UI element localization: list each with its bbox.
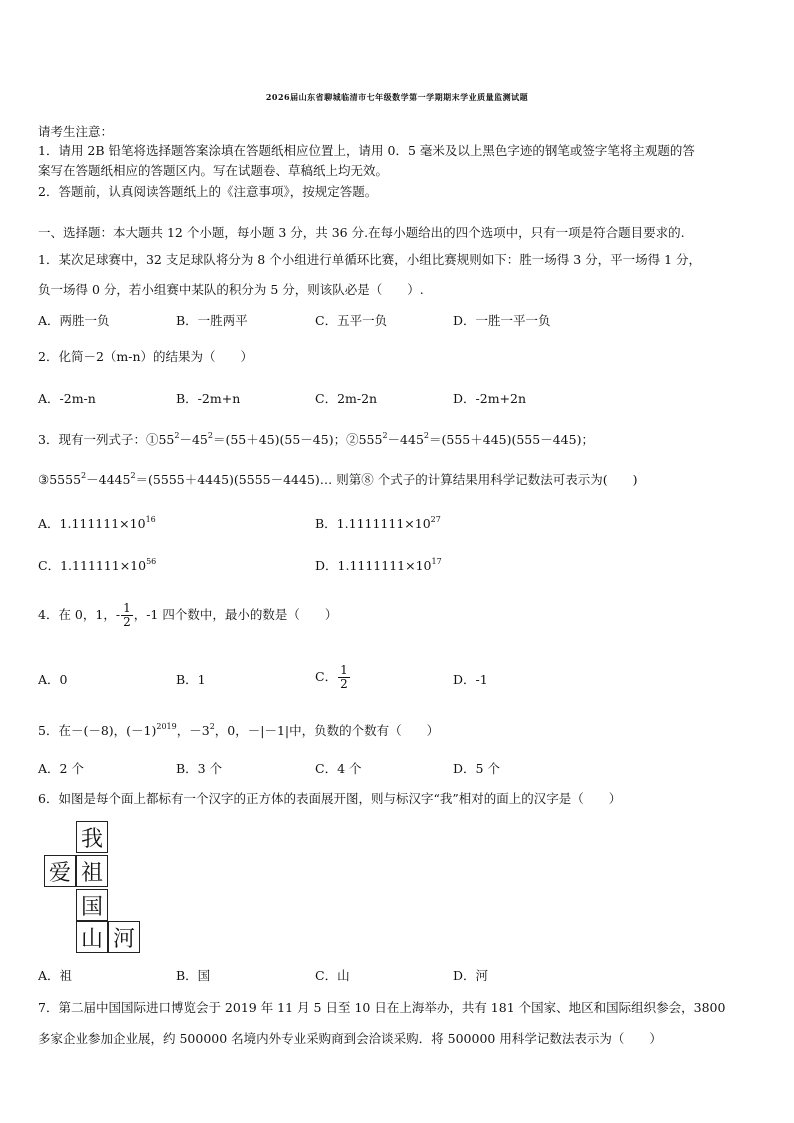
notice-line-1a: 1．请用 2B 铅笔将选择题答案涂填在答题纸相应位置上，请用 0．5 毫米及以上黑色字迹的钢笔或签字笔将主观题的答 (38, 143, 695, 158)
question-3-line-1 (38, 431, 594, 449)
q4-option-c-label: C． (315, 669, 338, 684)
q3-exponent: 2 (423, 431, 429, 440)
q5-text: 5．在－(－8)，(－1) (38, 723, 157, 738)
notice-heading: 请考生注意： (38, 124, 114, 139)
q3-text: ③5555 (38, 472, 82, 487)
q1-option-a: A．两胜一负 (38, 313, 110, 328)
fraction (338, 664, 350, 691)
q3-option-d-text: D．1.1111111×10 (315, 558, 432, 573)
question-3-line-2 (38, 471, 638, 489)
q6-option-c: C．山 (315, 968, 350, 983)
net-face-shan: 山 (76, 921, 108, 953)
question-5-stem (38, 722, 439, 740)
q4-option-c (315, 662, 351, 692)
q6-option-b: B．国 (176, 968, 211, 983)
notice-line-1b: 案写在答题纸相应的答题区内。写在试题卷、草稿纸上均无效。 (38, 163, 389, 178)
q3-option-c (38, 557, 156, 575)
q2-option-c: C．2m-2n (315, 391, 378, 406)
q1-option-c: C．五平一负 (315, 313, 388, 328)
notice-line-2: 2．答题前，认真阅读答题纸上的《注意事项》，按规定答题。 (38, 184, 378, 199)
fraction-denominator: 2 (123, 615, 131, 629)
q3-option-a-exponent: 16 (145, 515, 156, 524)
net-face-wo: 我 (76, 821, 108, 853)
net-face-guo: 国 (76, 889, 108, 921)
q5-text: ，－3 (176, 723, 210, 738)
q3-text: －445 (387, 432, 424, 447)
q3-exponent: 2 (174, 431, 180, 440)
q3-exponent: 2 (130, 471, 136, 480)
q3-text: 3．现有一列式子：①55 (38, 432, 175, 447)
section-intro: 一、选择题：本大题共 12 个小题，每小题 3 分，共 36 分.在每小题给出的四个选项中，只有一项是符合题目要求的. (38, 225, 685, 240)
q5-exponent: 2019 (156, 722, 177, 731)
q2-option-a: A．-2m-n (38, 391, 96, 406)
q5-option-d: D．5 个 (453, 761, 500, 776)
q3-text: －4445 (86, 472, 131, 487)
q3-exponent: 2 (207, 431, 213, 440)
q3-option-d (315, 557, 442, 575)
q5-exponent: 2 (209, 722, 215, 731)
question-7-line-2: 多家企业参加企业展，约 500000 名境内外专业采购商到会洽谈采购．将 500000 用科学记数法表示为（ ） (38, 1031, 662, 1046)
q3-exponent: 2 (382, 431, 388, 440)
q3-exponent: 2 (81, 471, 87, 480)
question-6-stem: 6．如图是每个面上都标有一个汉字的正方体的表面展开图，则与标汉字“我”相对的面上的汉字是（ ） (38, 791, 622, 806)
q5-option-c: C．4 个 (315, 761, 362, 776)
cube-net-figure (42, 821, 142, 953)
q3-option-b (315, 515, 441, 533)
q4-option-b: B．1 (176, 672, 206, 687)
q2-option-b: B．-2m+n (176, 391, 241, 406)
q3-option-c-exponent: 56 (146, 557, 157, 566)
fraction-numerator: 1 (340, 663, 348, 677)
fraction-numerator: 1 (123, 601, 131, 615)
q4-option-d: D．-1 (453, 672, 488, 687)
q4-text: ，-1 四个数中，最小的数是（ ） (133, 607, 338, 622)
q1-option-b: B．一胜两平 (176, 313, 248, 328)
fraction (121, 602, 133, 629)
q4-text: 4．在 0，1，- (38, 607, 121, 622)
q6-option-d: D．河 (453, 968, 489, 983)
q5-option-b: B．3 个 (176, 761, 223, 776)
question-1-line-2: 负一场得 0 分，若小组赛中某队的积分为 5 分，则该队必是（ ）. (38, 282, 424, 297)
q5-text: ，0，－|－1|中，负数的个数有（ ） (214, 723, 440, 738)
q3-text: ＝(555＋445)(555－445)； (429, 432, 594, 447)
question-7-line-1: 7．第二届中国国际进口博览会于 2019 年 11 月 5 日至 10 日在上海举办，共有 181 个国家、地区和国际组织参会，3800 (38, 1000, 726, 1015)
q3-text: ＝(55＋45)(55－45)；②555 (212, 432, 383, 447)
net-face-he: 河 (108, 921, 140, 953)
page-title: 2026届山东省聊城临清市七年级数学第一学期期末学业质量监测试题 (265, 92, 529, 102)
q3-option-d-exponent: 17 (431, 557, 442, 566)
question-2-stem: 2．化简－2（m-n）的结果为（ ） (38, 349, 254, 364)
q1-option-d: D．一胜一平一负 (453, 313, 551, 328)
q4-option-a: A．0 (38, 672, 68, 687)
q3-option-b-text: B．1.1111111×10 (315, 516, 431, 531)
q3-text: ＝(5555＋4445)(5555－4445)… 则第⑧ 个式子的计算结果用科学记数法可表示为( ) (135, 472, 638, 487)
q3-option-a (38, 515, 156, 533)
net-face-zu: 祖 (76, 855, 108, 887)
question-4-stem (38, 600, 337, 630)
q5-option-a: A．2 个 (38, 761, 84, 776)
q3-option-c-text: C．1.111111×10 (38, 558, 147, 573)
q6-option-a: A．祖 (38, 968, 73, 983)
q2-option-d: D．-2m+2n (453, 391, 527, 406)
net-face-ai: 爱 (44, 855, 76, 887)
q3-option-a-text: A．1.111111×10 (38, 516, 146, 531)
q3-option-b-exponent: 27 (430, 515, 441, 524)
question-1-line-1: 1．某次足球赛中，32 支足球队将分为 8 个小组进行单循环比赛，小组比赛规则如下：胜一场得 3 分，平一场得 1 分， (38, 252, 702, 267)
q3-text: －45 (179, 432, 208, 447)
fraction-denominator: 2 (340, 677, 348, 691)
